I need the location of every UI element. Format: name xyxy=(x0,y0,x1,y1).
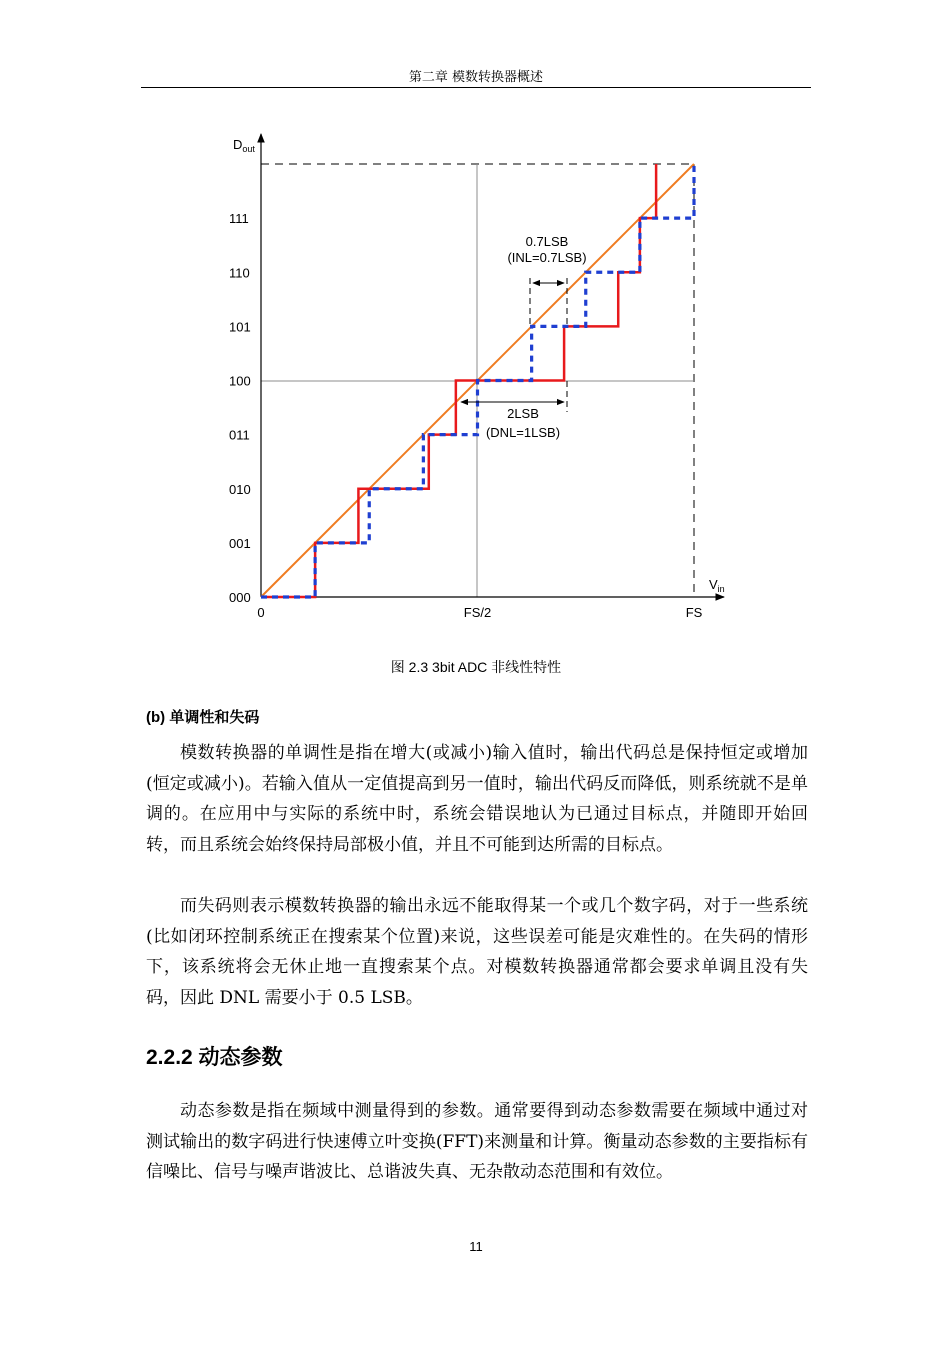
adc-nonlinearity-figure xyxy=(141,120,811,640)
paragraph-missing-codes: 而失码则表示模数转换器的输出永远不能取得某一个或几个数字码，对于一些系统(比如闭环控制系统正在搜索某个位置)来说，这些误差可能是灾难性的。在失码的情形下，该系统将会无休止地一直搜索某个点。对模数转换器通常都会要求单调且没有失码，因此 DNL 需要小于 0.5 LSB。 xyxy=(146,896,808,1008)
y-tick-label: 101 xyxy=(229,319,251,335)
x-tick-label: FS xyxy=(685,605,703,620)
page-number: 11 xyxy=(469,1239,483,1254)
y-axis-label: $D_{out}$ xyxy=(233,137,255,154)
y-tick-label: 100 xyxy=(229,373,251,389)
header-rule xyxy=(141,87,811,88)
dnl-note-label: (DNL=1LSB) xyxy=(485,425,561,440)
y-tick-label: 110 xyxy=(229,265,250,281)
y-tick-label: 010 xyxy=(229,481,251,497)
x-tick-label: FS/2 xyxy=(463,605,492,620)
inl-value-label: 0.7LSB xyxy=(525,234,569,249)
figure-caption: 图 2.3 3bit ADC 非线性特性 xyxy=(390,659,562,675)
x-tick-label: 0 xyxy=(257,605,265,620)
y-tick-label: 001 xyxy=(229,535,251,551)
y-tick-label: 000 xyxy=(229,590,251,605)
paragraph-dynamic-params: 动态参数是指在频域中测量得到的参数。通常要得到动态参数需要在频域中通过对测试输出的数字码进行快速傅立叶变换(FFT)来测量和计算。衡量动态参数的主要指标有信噪比、信号与噪声谐波比、总谐波失真、无杂散动态范围和有效位。 xyxy=(146,1101,808,1182)
x-axis-label: $V_{in}$ xyxy=(709,577,725,594)
y-tick-label: 111 xyxy=(229,211,249,227)
inl-note-label: (INL=0.7LSB) xyxy=(507,250,587,265)
dnl-value-label: 2LSB xyxy=(507,406,539,421)
adc-chart xyxy=(141,120,811,640)
y-tick-label: 011 xyxy=(229,427,250,443)
paragraph-monotonicity: 模数转换器的单调性是指在增大(或减小)输入值时，输出代码总是保持恒定或增加(恒定或减小)。若输入值从一定值提高到另一值时，输出代码反而降低，则系统就不是单调的。在应用中与实际的系统中时，系统会错误地认为已通过目标点，并随即开始回转，而且系统会始终保持局部极小值，并且不可能到达所需的目标点。 xyxy=(146,743,808,855)
page-header: 第二章 模数转换器概述 xyxy=(408,70,544,85)
section-title: 2.2.2 动态参数 xyxy=(146,1046,283,1069)
subsection-heading: (b) 单调性和失码 xyxy=(146,709,260,726)
